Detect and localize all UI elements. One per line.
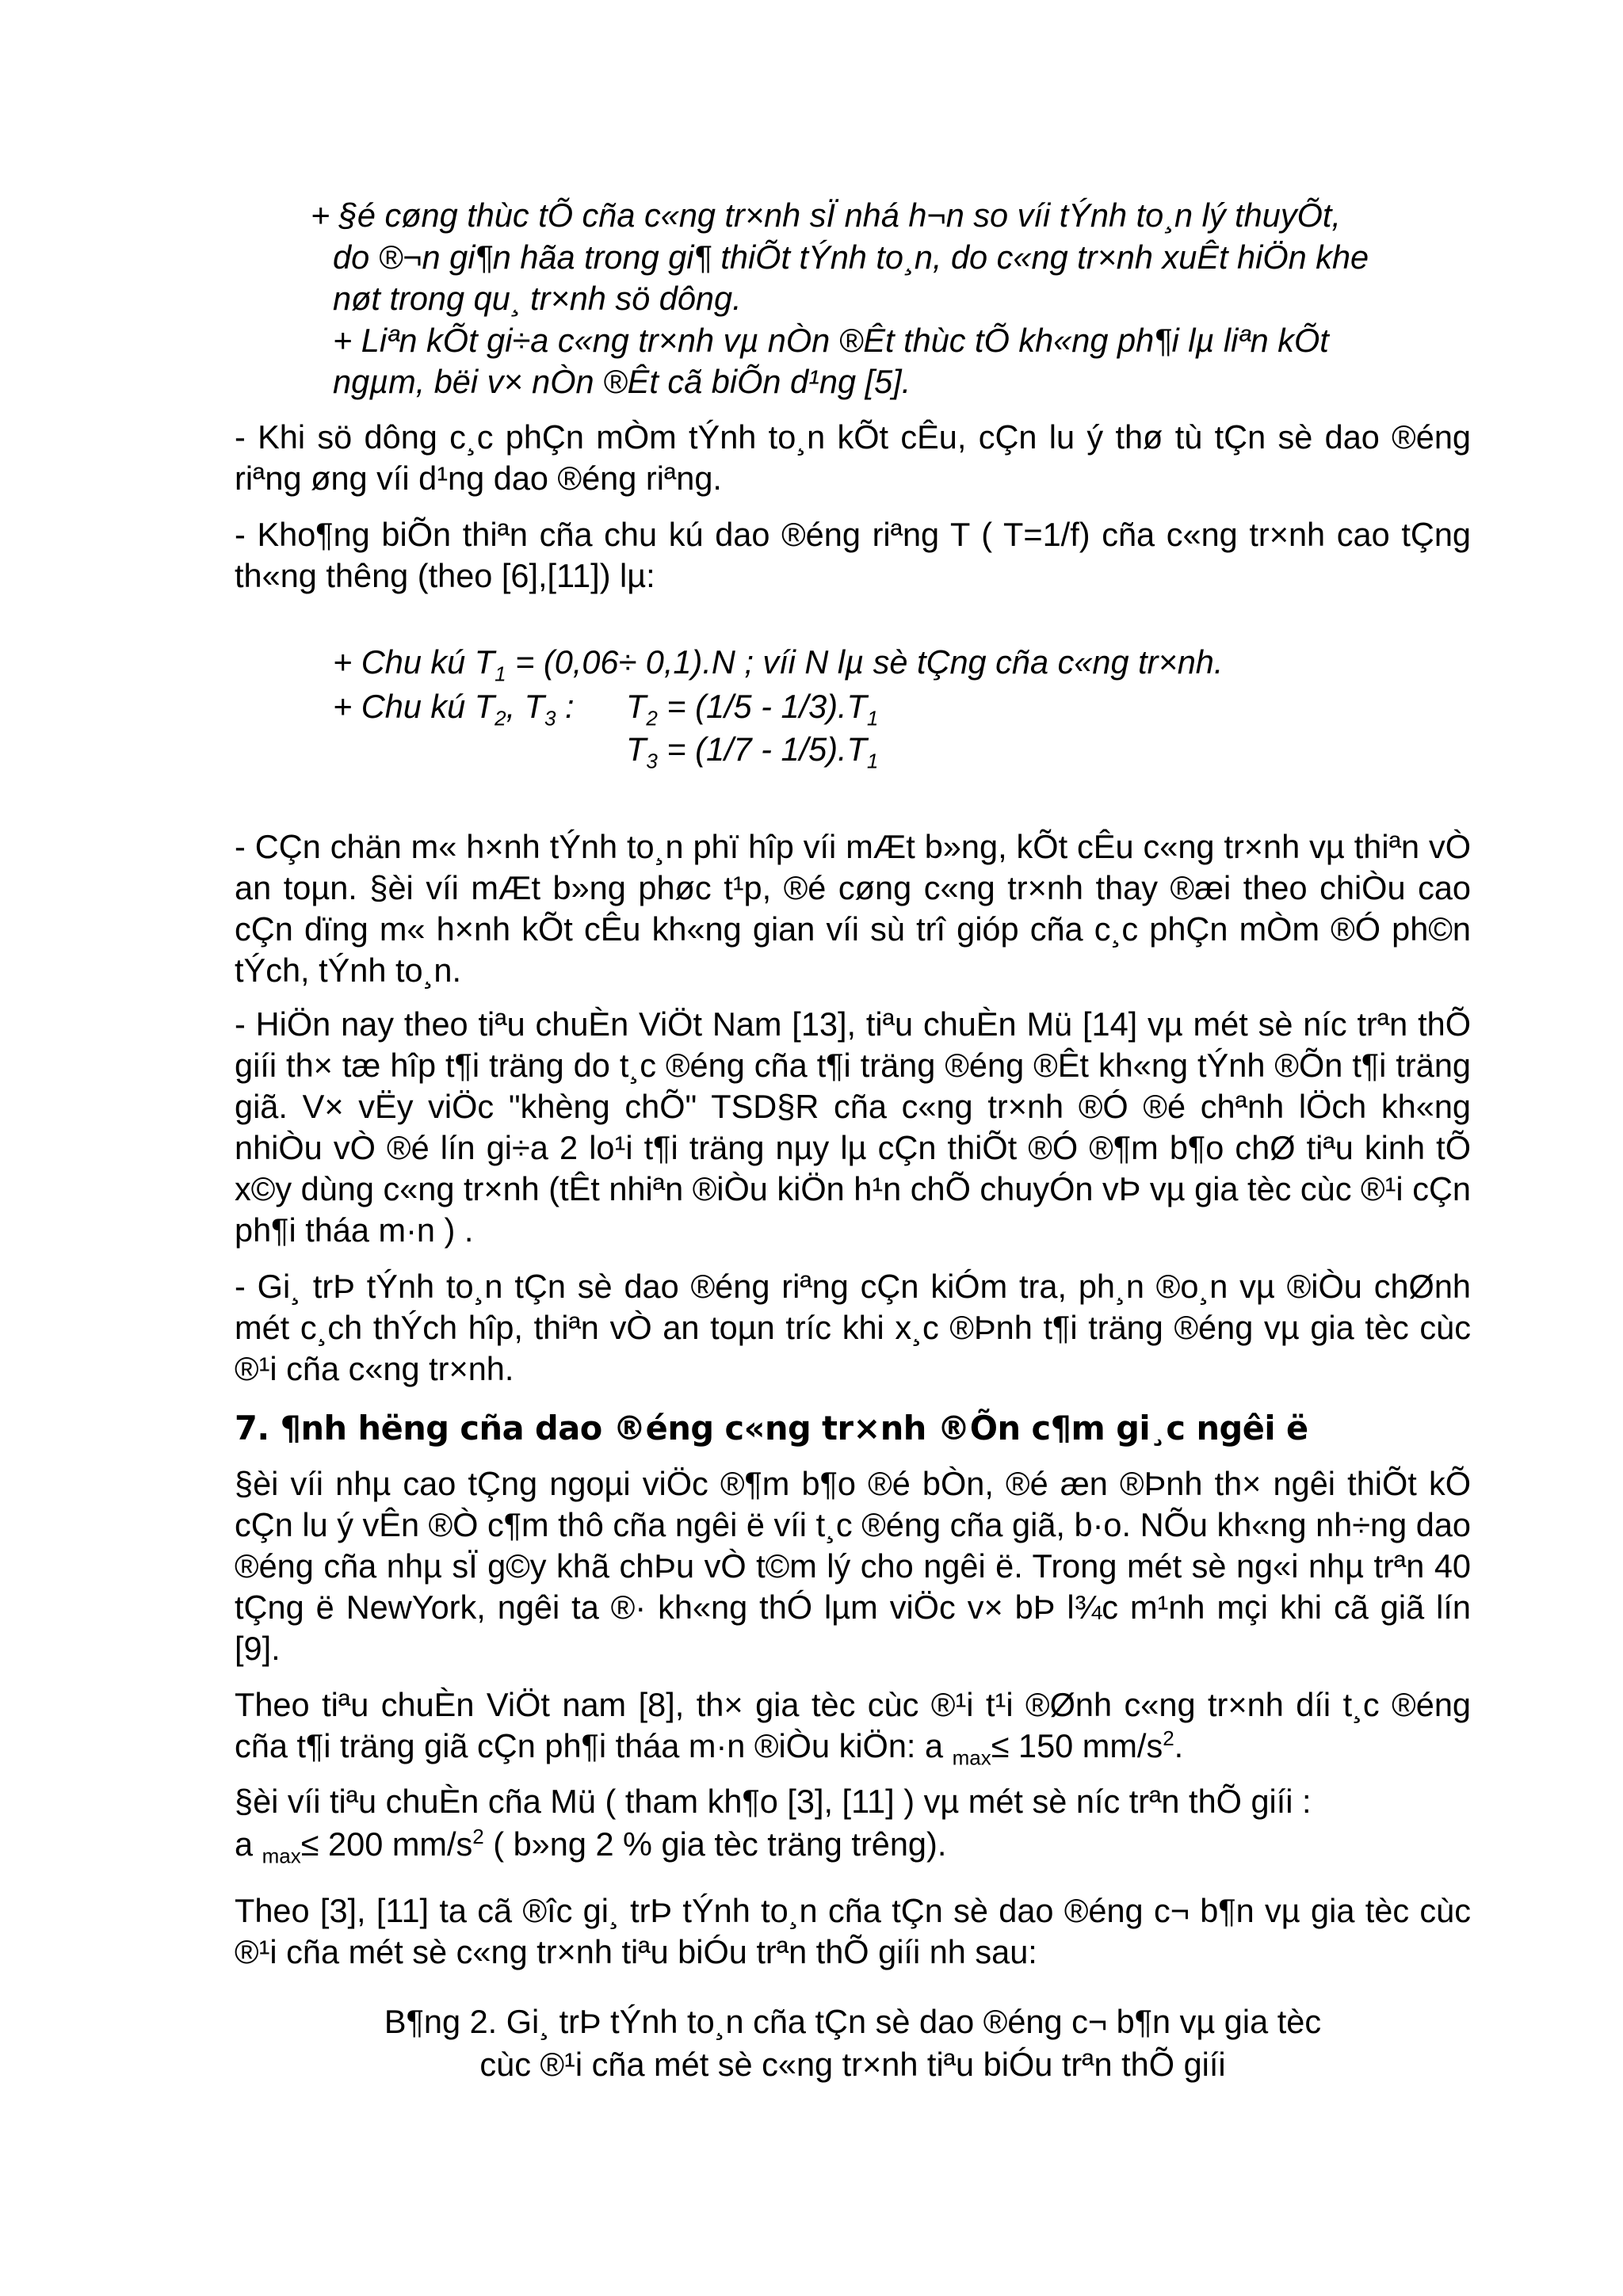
intro-line-2: do ®¬n gi¶n hãa trong gi¶ thiÕt tÝnh to¸n, do c«ng tr×nh xuÊt hiÖn khe: [333, 238, 1369, 276]
formula-t2: $T_2 = (1/5 - 1/3).T_1$: [626, 688, 879, 730]
paragraph-hien-nay: - HiÖn nay theo tiªu chuÈn ViÖt Nam [13], tiªu chuÈn Mü [14] vµ mét sè níc trªn thÕ giíi th× tæ hîp t¶i träng do t¸c ®éng cña t¶i träng ®éng ®Êt kh«ng tÝnh ®Õn t¶i träng giã. V× vËy viÖc "khèng chÕ" TSD§R cña c«ng tr×nh ®Ó ®é chªnh lÖch kh«ng nhiÒu vÒ ®é lín gi÷a 2 lo¹i t¶i träng nµy lµ cÇn thiÕt ®Ó ®¶m b¶o chØ tiªu kinh tÕ x©y dùng c«ng tr×nh (tÊt nhiªn ®iÒu kiÖn h¹n chÕ chuyÓn vÞ vµ gia tèc cùc ®¹i cÇn ph¶i tháa m·n ) .: [235, 1005, 1471, 1249]
formula-t3: $T_3 = (1/7 - 1/5).T_1$: [626, 730, 879, 773]
paragraph-theo-3-11: Theo [3], [11] ta cã ®îc gi¸ trÞ tÝnh to¸n cña tÇn sè dao ®éng c¬ b¶n vµ gia tèc cùc ®¹i cña mét sè c«ng tr×nh tiªu biÓu trªn thÕ giíi nh sau:: [235, 1892, 1471, 1970]
paragraph-khoang-bien-thien: - Kho¶ng biÕn thiªn cña chu kú dao ®éng riªng T ( T=1/f) cña c«ng tr×nh cao tÇng th«ng thêng (theo [6],[11]) lµ:: [235, 516, 1471, 594]
table-caption-line-1: B¶ng 2. Gi¸ trÞ tÝnh to¸n cña tÇn sè dao ®éng c¬ b¶n vµ gia tèc: [384, 2003, 1322, 2040]
intro-line-3: nøt trong qu¸ tr×nh sö dông.: [333, 280, 742, 317]
paragraph-tieu-chuan-my-line-2: a $_{max}$≤ 200 $mm/s^2$ ( b»ng 2 % gia tèc träng trêng).: [235, 1825, 947, 1868]
paragraph-gia-tri: - Gi¸ trÞ tÝnh to¸n tÇn sè dao ®éng riªng cÇn kiÓm tra, ph¸n ®o¸n vµ ®iÒu chØnh mét c¸ch thÝch hîp, thiªn vÒ an toµn tríc khi x¸c ®Þnh t¶i träng ®éng vµ gia tèc cùc ®¹i cña c«ng tr×nh.: [235, 1268, 1471, 1387]
paragraph-theo-tieu-chuan-vn: Theo tiªu chuÈn ViÖt nam [8], th× gia tèc cùc ®¹i t¹i ®Ønh c«ng tr×nh díi t¸c ®éng cña t¶i träng giã cÇn ph¶i tháa m·n ®iÒu kiÖn: a $_{max}$≤ 150 $mm/s^2$.: [235, 1686, 1471, 1770]
formula-t1: + Chu kú $T_1 = (0,06\div 0,1).N$ ; víi N lµ sè tÇng cña c«ng tr×nh.: [333, 643, 1224, 686]
table-caption-line-2: cùc ®¹i cña mét sè c«ng tr×nh tiªu biÓu trªn thÕ giíi: [479, 2046, 1226, 2083]
formula-t2-t3-label: + Chu kú $T_2$, $T_3$ :: [333, 688, 575, 730]
paragraph-khi-su-dung: - Khi sö dông c¸c phÇn mÒm tÝnh to¸n kÕt cÊu, cÇn lu ý thø tù tÇn sè dao ®éng riªng øng víi d¹ng dao ®éng riªng.: [235, 418, 1471, 497]
paragraph-tieu-chuan-my-line-1: §èi víi tiªu chuÈn cña Mü ( tham kh¶o [3], [11] ) vµ mét sè níc trªn thÕ giíi :: [235, 1783, 1312, 1820]
intro-line-1: + §é cøng thùc tÕ cña c«ng tr×nh sÏ nhá h¬n so víi tÝnh to¸n lý thuyÕt,: [311, 196, 1341, 234]
paragraph-doi-voi-nha-cao-tang: §èi víi nhµ cao tÇng ngoµi viÖc ®¶m b¶o ®é bÒn, ®é æn ®Þnh th× ngêi thiÕt kÕ cÇn lu ý vÊn ®Ò c¶m thô cña ngêi ë víi t¸c ®éng cña giã, b·o. NÕu kh«ng nh÷ng dao ®éng cña nhµ sÏ g©y khã chÞu vÒ t©m lý cho ngêi ë. Trong mét sè ng«i nhµ trªn 40 tÇng ë NewYork, ngêi ta ®· kh«ng thÓ lµm viÖc v× bÞ l¾c m¹nh mçi khi cã giã lín [9].: [235, 1465, 1471, 1667]
intro-line-4: + Liªn kÕt gi÷a c«ng tr×nh vµ nÒn ®Êt thùc tÕ kh«ng ph¶i lµ liªn kÕt: [333, 322, 1329, 359]
section-heading: 7. ¶nh hëng cña dao ®éng c«ng tr×nh ®Õn c¶m gi¸c ngêi ë: [235, 1409, 1308, 1447]
paragraph-can-chon: - CÇn chän m« h×nh tÝnh to¸n phï hîp víi mÆt b»ng, kÕt cÊu c«ng tr×nh vµ thiªn vÒ an toµn. §èi víi mÆt b»ng phøc t¹p, ®é cøng c«ng tr×nh thay ®æi theo chiÒu cao cÇn dïng m« h×nh kÕt cÊu kh«ng gian víi sù trî gióp cña c¸c phÇn mÒm ®Ó ph©n tÝch, tÝnh to¸n.: [235, 828, 1471, 989]
intro-line-5: ngµm, bëi v× nÒn ®Êt cã biÕn d¹ng [5].: [333, 363, 911, 400]
